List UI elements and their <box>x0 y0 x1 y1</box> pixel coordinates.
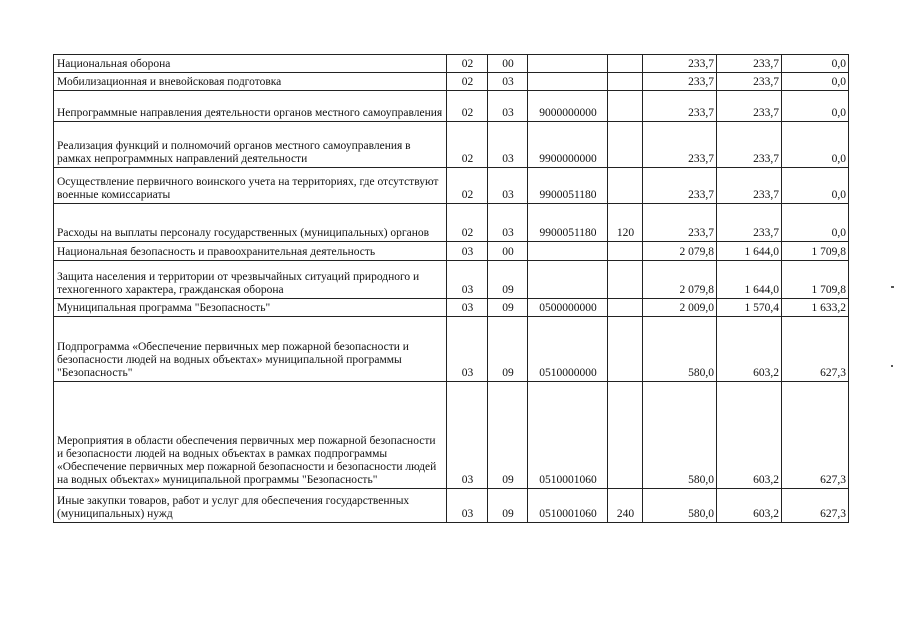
row-subsection: 03 <box>488 73 528 91</box>
row-section: 02 <box>447 55 488 73</box>
budget-table <box>53 54 849 523</box>
row-name: Мобилизационная и вневойсковая подготовка <box>54 73 447 91</box>
row-amount-1: 2 009,0 <box>643 299 717 317</box>
row-amount-3: 0,0 <box>782 122 849 168</box>
row-section: 02 <box>447 168 488 204</box>
table-row <box>54 382 849 489</box>
row-amount-1: 233,7 <box>643 73 717 91</box>
row-subsection: 09 <box>488 489 528 523</box>
row-name: Расходы на выплаты персоналу государственных (муниципальных) органов <box>54 204 447 242</box>
row-amount-2: 233,7 <box>717 55 782 73</box>
table-row <box>54 122 849 168</box>
row-target-article <box>528 242 608 261</box>
row-section: 02 <box>447 204 488 242</box>
row-expense-type <box>608 382 643 489</box>
row-section: 03 <box>447 242 488 261</box>
row-subsection: 09 <box>488 382 528 489</box>
row-amount-2: 233,7 <box>717 204 782 242</box>
row-expense-type: 240 <box>608 489 643 523</box>
row-amount-3: 627,3 <box>782 382 849 489</box>
row-section: 03 <box>447 261 488 299</box>
row-amount-3: 1 709,8 <box>782 261 849 299</box>
row-target-article: 0510001060 <box>528 382 608 489</box>
row-amount-1: 233,7 <box>643 122 717 168</box>
row-amount-1: 2 079,8 <box>643 261 717 299</box>
table-row <box>54 55 849 73</box>
row-section: 03 <box>447 317 488 382</box>
row-amount-3: 1 633,2 <box>782 299 849 317</box>
row-amount-2: 233,7 <box>717 122 782 168</box>
table-row <box>54 299 849 317</box>
row-section: 03 <box>447 299 488 317</box>
row-subsection: 03 <box>488 168 528 204</box>
table-row <box>54 91 849 122</box>
row-amount-2: 233,7 <box>717 91 782 122</box>
scan-mark <box>891 365 893 367</box>
row-subsection: 00 <box>488 55 528 73</box>
table-row <box>54 73 849 91</box>
row-name: Подпрограмма «Обеспечение первичных мер пожарной безопасности и безопасности людей на водных объектах» муниципальной программы "Безопасность" <box>54 317 447 382</box>
row-target-article: 0510001060 <box>528 489 608 523</box>
row-name: Муниципальная программа "Безопасность" <box>54 299 447 317</box>
row-amount-2: 1 570,4 <box>717 299 782 317</box>
row-target-article <box>528 73 608 91</box>
row-amount-3: 0,0 <box>782 91 849 122</box>
table-body <box>54 55 849 523</box>
row-expense-type <box>608 73 643 91</box>
row-subsection: 03 <box>488 204 528 242</box>
row-subsection: 00 <box>488 242 528 261</box>
row-amount-2: 603,2 <box>717 382 782 489</box>
row-subsection: 09 <box>488 317 528 382</box>
row-amount-3: 0,0 <box>782 55 849 73</box>
row-amount-1: 580,0 <box>643 382 717 489</box>
row-amount-1: 233,7 <box>643 91 717 122</box>
row-target-article <box>528 55 608 73</box>
row-section: 03 <box>447 489 488 523</box>
row-amount-3: 0,0 <box>782 73 849 91</box>
scan-mark <box>891 286 894 288</box>
row-expense-type <box>608 261 643 299</box>
row-amount-2: 233,7 <box>717 168 782 204</box>
row-amount-3: 627,3 <box>782 489 849 523</box>
row-amount-1: 580,0 <box>643 317 717 382</box>
table-row <box>54 242 849 261</box>
row-expense-type <box>608 242 643 261</box>
row-target-article: 9000000000 <box>528 91 608 122</box>
row-amount-2: 1 644,0 <box>717 261 782 299</box>
row-amount-1: 580,0 <box>643 489 717 523</box>
row-amount-3: 0,0 <box>782 168 849 204</box>
table-row <box>54 489 849 523</box>
row-name: Непрограммные направления деятельности органов местного самоуправления <box>54 91 447 122</box>
row-amount-3: 1 709,8 <box>782 242 849 261</box>
table-row <box>54 317 849 382</box>
row-section: 02 <box>447 91 488 122</box>
row-name: Национальная оборона <box>54 55 447 73</box>
row-subsection: 09 <box>488 261 528 299</box>
row-subsection: 09 <box>488 299 528 317</box>
row-amount-2: 233,7 <box>717 73 782 91</box>
table-row <box>54 261 849 299</box>
row-expense-type <box>608 91 643 122</box>
row-subsection: 03 <box>488 122 528 168</box>
row-expense-type: 120 <box>608 204 643 242</box>
row-amount-3: 627,3 <box>782 317 849 382</box>
row-expense-type <box>608 168 643 204</box>
row-amount-1: 2 079,8 <box>643 242 717 261</box>
row-section: 02 <box>447 122 488 168</box>
table-row <box>54 168 849 204</box>
row-amount-2: 1 644,0 <box>717 242 782 261</box>
row-target-article: 0510000000 <box>528 317 608 382</box>
row-expense-type <box>608 122 643 168</box>
row-amount-3: 0,0 <box>782 204 849 242</box>
row-name: Иные закупки товаров, работ и услуг для обеспечения государственных (муниципальных) нужд <box>54 489 447 523</box>
row-name: Национальная безопасность и правоохранительная деятельность <box>54 242 447 261</box>
row-section: 03 <box>447 382 488 489</box>
row-expense-type <box>608 317 643 382</box>
row-name: Осуществление первичного воинского учета на территориях, где отсутствуют военные комиссариаты <box>54 168 447 204</box>
row-target-article: 9900051180 <box>528 168 608 204</box>
row-amount-2: 603,2 <box>717 317 782 382</box>
row-amount-2: 603,2 <box>717 489 782 523</box>
row-subsection: 03 <box>488 91 528 122</box>
row-target-article: 9900000000 <box>528 122 608 168</box>
row-name: Защита населения и территории от чрезвычайных ситуаций природного и техногенного характера, гражданская оборона <box>54 261 447 299</box>
row-target-article <box>528 261 608 299</box>
row-target-article: 0500000000 <box>528 299 608 317</box>
row-amount-1: 233,7 <box>643 168 717 204</box>
row-expense-type <box>608 55 643 73</box>
row-amount-1: 233,7 <box>643 204 717 242</box>
row-name: Мероприятия в области обеспечения первичных мер пожарной безопасности и безопасности людей на водных объектах в рамках подпрограммы «Обеспечение первичных мер пожарной безопасности и безопасности людей на водных объектах» муниципальной программы "Безопасность" <box>54 382 447 489</box>
table-row <box>54 204 849 242</box>
row-target-article: 9900051180 <box>528 204 608 242</box>
row-amount-1: 233,7 <box>643 55 717 73</box>
row-name: Реализация функций и полномочий органов местного самоуправления в рамках непрограммных направлений деятельности <box>54 122 447 168</box>
row-expense-type <box>608 299 643 317</box>
row-section: 02 <box>447 73 488 91</box>
